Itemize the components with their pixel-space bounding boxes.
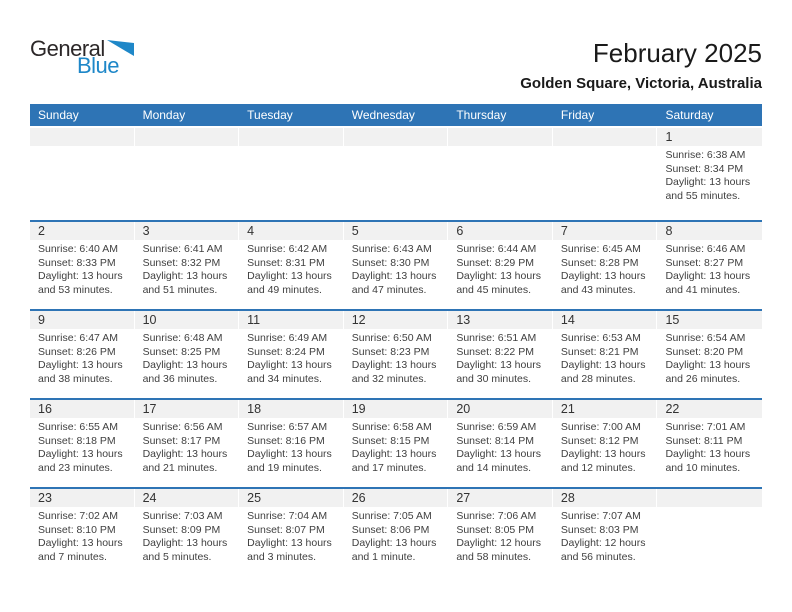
general-blue-logo	[30, 38, 134, 77]
empty-day-cell	[553, 128, 658, 220]
sunrise-text: Sunrise: 7:06 AM	[456, 510, 537, 522]
day-number: 11	[239, 311, 344, 329]
week-row-5	[30, 487, 762, 576]
sunset-text: Sunset: 8:09 PM	[142, 523, 221, 536]
day-cell-4	[239, 222, 344, 309]
day-cell-16	[30, 400, 135, 487]
day-details	[657, 240, 762, 297]
sunrise-text: Sunrise: 6:48 AM	[142, 332, 223, 344]
sunset-text: Sunset: 8:30 PM	[351, 256, 430, 269]
sunrise-text: Sunrise: 6:58 AM	[351, 421, 432, 433]
day-number: 16	[30, 400, 135, 418]
sunrise-text: Sunrise: 6:47 AM	[38, 332, 118, 344]
weekday-sunday: Sunday	[38, 108, 79, 122]
calendar-weeks	[30, 128, 762, 576]
sunset-text: Sunset: 8:05 PM	[456, 523, 534, 536]
day-details	[448, 240, 553, 297]
page-title: February 2025	[592, 38, 762, 68]
sunrise-text: Sunrise: 6:50 AM	[351, 332, 432, 344]
day-number: 6	[448, 222, 553, 240]
day-cell-20	[448, 400, 553, 487]
daylight-text: Daylight: 13 hours and 36 minutes.	[142, 359, 228, 385]
day-number: 3	[135, 222, 240, 240]
day-number: 4	[239, 222, 344, 240]
day-cell-24	[135, 489, 240, 576]
sunrise-text: Sunrise: 7:02 AM	[38, 510, 118, 522]
sunrise-text: Sunrise: 6:53 AM	[560, 332, 641, 344]
day-number-empty	[553, 128, 658, 146]
logo-text-general: General	[30, 36, 105, 61]
sunset-text: Sunset: 8:27 PM	[665, 256, 744, 269]
day-number: 22	[657, 400, 762, 418]
day-cell-25	[239, 489, 344, 576]
day-details	[344, 240, 449, 297]
daylight-text: Daylight: 13 hours and 5 minutes.	[142, 537, 228, 563]
day-cell-3	[135, 222, 240, 309]
daylight-text: Daylight: 13 hours and 49 minutes.	[247, 270, 332, 296]
week-row-3	[30, 309, 762, 398]
day-number: 21	[553, 400, 658, 418]
sunset-text: Sunset: 8:32 PM	[142, 256, 221, 269]
weekday-header-row	[30, 104, 762, 126]
day-number-empty	[344, 128, 449, 146]
day-number-empty	[448, 128, 553, 146]
daylight-text: Daylight: 13 hours and 53 minutes.	[38, 270, 123, 296]
sunset-text: Sunset: 8:23 PM	[351, 345, 430, 358]
day-details	[239, 329, 344, 386]
day-details	[30, 418, 135, 475]
day-details	[657, 418, 762, 475]
day-details	[239, 507, 344, 564]
daylight-text: Daylight: 13 hours and 41 minutes.	[665, 270, 751, 296]
day-number: 7	[553, 222, 658, 240]
day-cell-1	[657, 128, 762, 220]
sunset-text: Sunset: 8:31 PM	[247, 256, 325, 269]
daylight-text: Daylight: 13 hours and 23 minutes.	[38, 448, 123, 474]
day-cell-5	[344, 222, 449, 309]
daylight-text: Daylight: 13 hours and 30 minutes.	[456, 359, 541, 385]
day-number: 17	[135, 400, 240, 418]
day-number-empty	[30, 128, 135, 146]
day-number: 8	[657, 222, 762, 240]
day-cell-15	[657, 311, 762, 398]
sunset-text: Sunset: 8:07 PM	[247, 523, 325, 536]
day-number: 15	[657, 311, 762, 329]
day-details	[135, 507, 240, 564]
day-number: 14	[553, 311, 658, 329]
day-number: 5	[344, 222, 449, 240]
weekday-monday: Monday	[142, 108, 186, 122]
day-number-empty	[239, 128, 344, 146]
day-cell-17	[135, 400, 240, 487]
sunrise-text: Sunrise: 6:56 AM	[142, 421, 223, 433]
day-number: 24	[135, 489, 240, 507]
day-details	[657, 329, 762, 386]
week-row-1	[30, 128, 762, 220]
day-details	[30, 240, 135, 297]
sunrise-text: Sunrise: 6:41 AM	[142, 243, 223, 255]
sunrise-text: Sunrise: 6:49 AM	[247, 332, 328, 344]
sunset-text: Sunset: 8:28 PM	[560, 256, 639, 269]
day-details	[344, 418, 449, 475]
sunrise-text: Sunrise: 6:55 AM	[38, 421, 118, 433]
day-number: 19	[344, 400, 449, 418]
sunrise-text: Sunrise: 7:04 AM	[247, 510, 328, 522]
sunrise-text: Sunrise: 6:40 AM	[38, 243, 118, 255]
day-cell-22	[657, 400, 762, 487]
weekday-friday: Friday	[560, 108, 595, 122]
day-cell-2	[30, 222, 135, 309]
weekday-wednesday: Wednesday	[351, 108, 415, 122]
daylight-text: Daylight: 13 hours and 28 minutes.	[560, 359, 646, 385]
day-cell-26	[344, 489, 449, 576]
day-details	[553, 507, 658, 564]
sunrise-text: Sunrise: 7:00 AM	[560, 421, 641, 433]
day-details	[135, 240, 240, 297]
day-number-empty	[135, 128, 240, 146]
day-cell-10	[135, 311, 240, 398]
calendar-table	[30, 104, 762, 576]
day-details	[135, 329, 240, 386]
sunset-text: Sunset: 8:18 PM	[38, 434, 116, 447]
day-cell-27	[448, 489, 553, 576]
empty-day-cell	[239, 128, 344, 220]
day-details	[448, 418, 553, 475]
daylight-text: Daylight: 13 hours and 26 minutes.	[665, 359, 751, 385]
empty-day-cell	[135, 128, 240, 220]
day-details	[135, 418, 240, 475]
daylight-text: Daylight: 13 hours and 14 minutes.	[456, 448, 541, 474]
day-number: 27	[448, 489, 553, 507]
day-cell-18	[239, 400, 344, 487]
sunset-text: Sunset: 8:29 PM	[456, 256, 534, 269]
sunrise-text: Sunrise: 6:51 AM	[456, 332, 537, 344]
day-number: 12	[344, 311, 449, 329]
weekday-thursday: Thursday	[456, 108, 507, 122]
sunset-text: Sunset: 8:25 PM	[142, 345, 221, 358]
logo-text-blue: Blue	[77, 53, 120, 78]
day-cell-6	[448, 222, 553, 309]
day-number-empty	[657, 489, 762, 507]
day-cell-28	[553, 489, 658, 576]
day-number: 23	[30, 489, 135, 507]
day-cell-7	[553, 222, 658, 309]
sunset-text: Sunset: 8:20 PM	[665, 345, 744, 358]
sunrise-text: Sunrise: 7:03 AM	[142, 510, 223, 522]
day-details	[239, 240, 344, 297]
day-details	[657, 146, 762, 203]
empty-day-cell	[448, 128, 553, 220]
sunrise-text: Sunrise: 7:07 AM	[560, 510, 641, 522]
day-details	[344, 507, 449, 564]
daylight-text: Daylight: 13 hours and 7 minutes.	[38, 537, 123, 563]
daylight-text: Daylight: 13 hours and 10 minutes.	[665, 448, 751, 474]
day-number: 9	[30, 311, 135, 329]
empty-day-cell	[344, 128, 449, 220]
day-number: 26	[344, 489, 449, 507]
week-row-2	[30, 220, 762, 309]
sunset-text: Sunset: 8:24 PM	[247, 345, 325, 358]
sunset-text: Sunset: 8:12 PM	[560, 434, 639, 447]
daylight-text: Daylight: 13 hours and 51 minutes.	[142, 270, 228, 296]
sunset-text: Sunset: 8:03 PM	[560, 523, 639, 536]
daylight-text: Daylight: 13 hours and 47 minutes.	[351, 270, 437, 296]
daylight-text: Daylight: 13 hours and 17 minutes.	[351, 448, 437, 474]
sunset-text: Sunset: 8:14 PM	[456, 434, 534, 447]
sunset-text: Sunset: 8:33 PM	[38, 256, 116, 269]
day-number: 20	[448, 400, 553, 418]
day-details	[448, 507, 553, 564]
sunset-text: Sunset: 8:06 PM	[351, 523, 430, 536]
day-cell-21	[553, 400, 658, 487]
sunrise-text: Sunrise: 6:44 AM	[456, 243, 537, 255]
sunrise-text: Sunrise: 6:54 AM	[665, 332, 746, 344]
day-cell-14	[553, 311, 658, 398]
title-block	[520, 38, 762, 92]
sunrise-text: Sunrise: 6:43 AM	[351, 243, 432, 255]
sunrise-text: Sunrise: 7:01 AM	[665, 421, 746, 433]
day-cell-9	[30, 311, 135, 398]
day-details	[553, 329, 658, 386]
day-cell-11	[239, 311, 344, 398]
sunrise-text: Sunrise: 6:59 AM	[456, 421, 537, 433]
daylight-text: Daylight: 13 hours and 55 minutes.	[665, 176, 751, 202]
day-number: 25	[239, 489, 344, 507]
sunset-text: Sunset: 8:11 PM	[665, 434, 743, 447]
day-details	[448, 329, 553, 386]
daylight-text: Daylight: 13 hours and 45 minutes.	[456, 270, 541, 296]
daylight-text: Daylight: 13 hours and 3 minutes.	[247, 537, 332, 563]
sunset-text: Sunset: 8:15 PM	[351, 434, 430, 447]
sunrise-text: Sunrise: 6:38 AM	[665, 149, 746, 161]
day-details	[553, 240, 658, 297]
empty-day-cell	[30, 128, 135, 220]
page-header	[0, 0, 792, 104]
day-number: 28	[553, 489, 658, 507]
daylight-text: Daylight: 13 hours and 32 minutes.	[351, 359, 437, 385]
sunset-text: Sunset: 8:34 PM	[665, 162, 744, 175]
day-number: 13	[448, 311, 553, 329]
sunrise-text: Sunrise: 7:05 AM	[351, 510, 432, 522]
daylight-text: Daylight: 13 hours and 12 minutes.	[560, 448, 646, 474]
daylight-text: Daylight: 13 hours and 38 minutes.	[38, 359, 123, 385]
daylight-text: Daylight: 12 hours and 56 minutes.	[560, 537, 646, 563]
empty-day-cell	[657, 489, 762, 576]
sunset-text: Sunset: 8:10 PM	[38, 523, 116, 536]
sunrise-text: Sunrise: 6:45 AM	[560, 243, 641, 255]
day-details	[239, 418, 344, 475]
daylight-text: Daylight: 13 hours and 1 minute.	[351, 537, 437, 563]
sunset-text: Sunset: 8:22 PM	[456, 345, 534, 358]
day-cell-19	[344, 400, 449, 487]
week-row-4	[30, 398, 762, 487]
day-details	[30, 507, 135, 564]
day-details	[344, 329, 449, 386]
sunset-text: Sunset: 8:16 PM	[247, 434, 325, 447]
sunset-text: Sunset: 8:17 PM	[142, 434, 221, 447]
day-number: 10	[135, 311, 240, 329]
sunset-text: Sunset: 8:26 PM	[38, 345, 116, 358]
day-cell-13	[448, 311, 553, 398]
daylight-text: Daylight: 13 hours and 43 minutes.	[560, 270, 646, 296]
day-number: 2	[30, 222, 135, 240]
day-details	[553, 418, 658, 475]
daylight-text: Daylight: 13 hours and 19 minutes.	[247, 448, 332, 474]
sunrise-text: Sunrise: 6:57 AM	[247, 421, 328, 433]
sunrise-text: Sunrise: 6:42 AM	[247, 243, 328, 255]
day-cell-8	[657, 222, 762, 309]
daylight-text: Daylight: 12 hours and 58 minutes.	[456, 537, 541, 563]
day-number: 1	[657, 128, 762, 146]
weekday-saturday: Saturday	[665, 108, 714, 122]
weekday-tuesday: Tuesday	[247, 108, 293, 122]
page-subtitle: Golden Square, Victoria, Australia	[520, 75, 762, 92]
day-details	[30, 329, 135, 386]
day-cell-12	[344, 311, 449, 398]
day-cell-23	[30, 489, 135, 576]
day-number: 18	[239, 400, 344, 418]
daylight-text: Daylight: 13 hours and 21 minutes.	[142, 448, 228, 474]
sunset-text: Sunset: 8:21 PM	[560, 345, 639, 358]
sunrise-text: Sunrise: 6:46 AM	[665, 243, 746, 255]
daylight-text: Daylight: 13 hours and 34 minutes.	[247, 359, 332, 385]
